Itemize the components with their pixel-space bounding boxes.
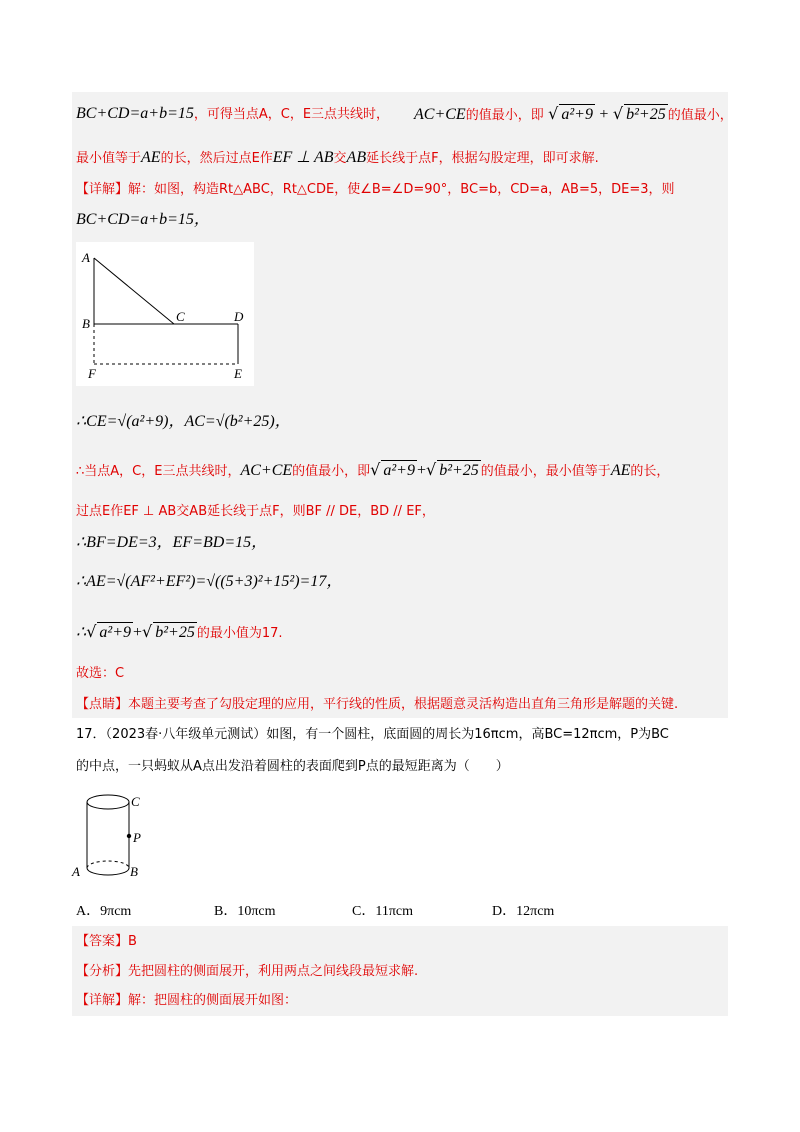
sol-line-1	[76, 104, 389, 125]
cylinder-figure	[70, 790, 160, 882]
q17-detail-text: 解：把圆柱的侧面展开如图：	[128, 993, 298, 1008]
min-text: 的值最小，即	[465, 108, 544, 123]
step-2: ∴当点A，C，E三点共线时，AC+CE的值最小，即√ a²+9 +√ b²+25 的值最小，最小值等于AE的长，	[76, 460, 670, 479]
option-d-key: D．	[492, 904, 517, 919]
l2-ef: EF ⊥ AB	[272, 149, 334, 166]
step-5	[76, 572, 342, 592]
detail-cont-line	[76, 210, 210, 230]
label-f: F	[88, 366, 96, 381]
step-6-sqrt-a: a²+9	[99, 624, 131, 641]
choice-line	[76, 664, 124, 684]
step-5-text: ∴AE=√(AF²+EF²)=√((5+3)²+15²)=17，	[76, 573, 343, 590]
step-6-post: 的最小值为17.	[196, 626, 283, 641]
step-2c: 的值最小，即	[292, 464, 371, 479]
comment-line	[76, 695, 678, 715]
choice-value: C	[115, 666, 125, 681]
answer-line	[76, 932, 137, 952]
option-d[interactable]	[492, 900, 554, 920]
option-b[interactable]	[214, 900, 276, 920]
min-text-2: 的值最小，	[667, 108, 733, 123]
figure-2	[70, 790, 160, 882]
cyl-label-a: A	[72, 864, 80, 879]
step-4	[76, 533, 267, 553]
sqrt-b: b²+25	[626, 106, 666, 123]
l2-ae: AE	[141, 149, 161, 166]
step-2d: 的值最小，最小值等于	[480, 464, 611, 479]
step-1	[76, 412, 291, 432]
option-b-key: B．	[214, 904, 238, 919]
q17-stem-1-text: 17．（2023春·八年级单元测试）如图，有一个圆柱，底面圆的周长为16πcm，高BC=12πcm，P为BC	[76, 727, 669, 742]
answer-value: B	[128, 934, 137, 949]
sqrt-a: a²+9	[561, 106, 593, 123]
q17-detail-line	[76, 991, 297, 1011]
step-6-sqrt-b: b²+25	[155, 624, 195, 641]
label-b: B	[82, 316, 90, 331]
figure-1	[76, 242, 254, 386]
option-a[interactable]	[76, 900, 131, 920]
l2-text-1: 最小值等于	[76, 151, 142, 166]
cyl-label-b: B	[130, 864, 138, 879]
option-a-value: 9πcm	[100, 904, 132, 919]
option-a-key: A．	[76, 904, 101, 919]
step-4-text: ∴BF=DE=3，EF=BD=15，	[76, 534, 268, 551]
q17-stem-2-text: 的中点，一只蚂蚁从A点出发沿着圆柱的表面爬到P点的最短距离为（ ）	[76, 759, 509, 774]
l2-text-2: 的长，然后过点E作	[160, 151, 273, 166]
l2-text-4: 延长线于点F，根据勾股定理，即可求解.	[366, 151, 599, 166]
cyl-label-p: P	[133, 830, 141, 845]
option-c-value: 11πcm	[375, 904, 413, 919]
step-6-pre: ∴	[76, 624, 87, 641]
label-a: A	[82, 250, 90, 265]
analysis-text: 先把圆柱的侧面展开，利用两点之间线段最短求解.	[128, 964, 419, 979]
comment-text: 本题主要考查了勾股定理的应用，平行线的性质，根据题意灵活构造出直角三角形是解题的关键.	[128, 697, 679, 712]
sum-expression: BC+CD=a+b=15	[76, 105, 194, 122]
sol-line-2	[76, 148, 599, 169]
label-c: C	[176, 309, 185, 324]
cyl-label-c: C	[131, 794, 140, 809]
option-c[interactable]	[352, 900, 413, 920]
step-2f: 的长，	[630, 464, 670, 479]
detail-line	[76, 180, 675, 200]
step-3	[76, 502, 435, 522]
l2-ab: AB	[346, 149, 367, 166]
step-3-text: 过点E作EF ⊥ AB交AB延长线于点F，则BF // DE，BD // EF，	[76, 504, 435, 519]
option-d-value: 12πcm	[516, 904, 555, 919]
step-2b: AC+CE	[240, 462, 293, 479]
choice-label: 故选：	[76, 666, 116, 681]
q17-detail-label: 【详解】	[76, 993, 129, 1008]
analysis-line	[76, 962, 418, 982]
q17-stem-1	[76, 725, 669, 745]
step-2-sqrt-a: a²+9	[383, 462, 415, 479]
answer-label: 【答案】	[76, 934, 129, 949]
q17-stem-2	[76, 757, 509, 777]
ac-ce-expression: AC+CE	[414, 106, 466, 123]
step-6: ∴√ a²+9 +√ b²+25 的最小值为17.	[76, 622, 283, 641]
right-triangle-figure	[76, 242, 254, 386]
option-b-value: 10πcm	[237, 904, 276, 919]
detail-label: 【详解】	[76, 182, 129, 197]
detail-cont: BC+CD=a+b=15，	[76, 211, 210, 228]
collinear-text: ，可得当点A，C，E三点共线时，	[193, 107, 390, 122]
l2-text-3: 交	[333, 151, 347, 166]
option-c-key: C．	[352, 904, 376, 919]
step-2e: AE	[610, 462, 631, 479]
label-e: E	[234, 366, 242, 381]
label-d: D	[234, 309, 244, 324]
analysis-label: 【分析】	[76, 964, 129, 979]
step-2-sqrt-b: b²+25	[439, 462, 479, 479]
detail-text: 解：如图，构造Rt△ABC，Rt△CDE，使∠B=∠D=90°，BC=b，CD=a，AB=5，DE=3，则	[128, 182, 675, 197]
step-2a: ∴当点A，C，E三点共线时，	[76, 464, 241, 479]
step-1-text: ∴CE=√(a²+9)，AC=√(b²+25)，	[76, 413, 291, 430]
comment-label: 【点睛】	[76, 697, 129, 712]
sol-line-1b: AC+CE的值最小，即 √ a²+9 + √ b²+25 的值最小，	[414, 104, 733, 123]
